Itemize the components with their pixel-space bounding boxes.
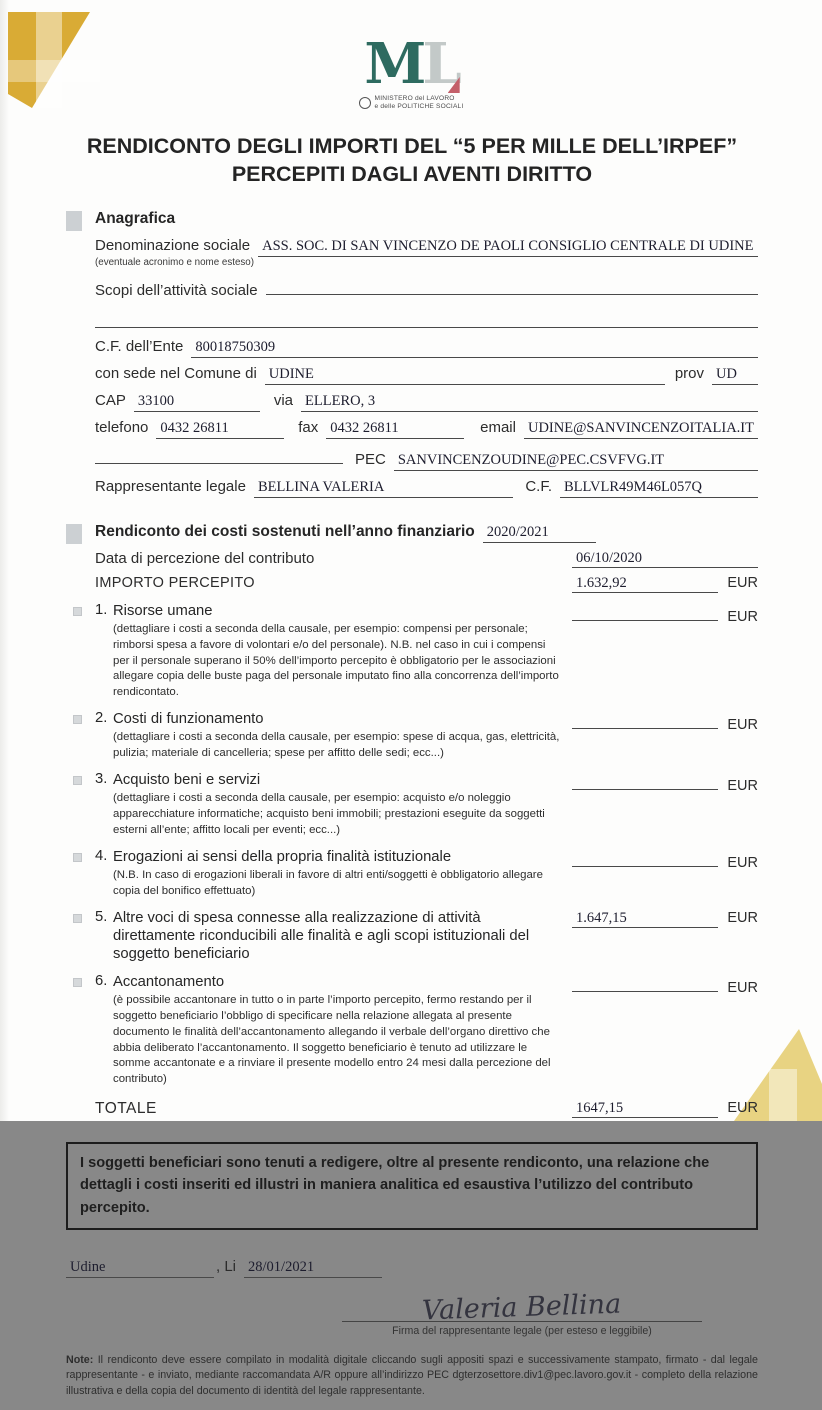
cf-rappresentante-label: C.F.: [525, 477, 552, 495]
form-title: [66, 132, 758, 189]
currency-label: EUR: [727, 979, 758, 996]
item-title: Risorse umane: [113, 602, 213, 619]
section-rendiconto-header: [66, 523, 758, 544]
expense-item-1: [95, 602, 758, 701]
corner-decoration-top-left: [8, 12, 100, 108]
fax-field: 0432 26811: [326, 420, 464, 439]
rappresentante-field: BELLINA VALERIA: [254, 479, 513, 498]
email-field-line2: [95, 446, 343, 464]
form-title-line2: PERCEPITI DAGLI AVENTI DIRITTO: [231, 162, 593, 187]
scopi-field: [266, 277, 758, 295]
cf-ente-field: 80018750309: [191, 339, 758, 358]
form-title-line1: RENDICONTO DEGLI IMPORTI DEL “5 PER MILLE DELL’IRPEF”: [86, 134, 738, 158]
form-field-marker-icon: [73, 978, 82, 987]
email-field: UDINE@SANVINCENZOITALIA.IT: [524, 420, 758, 439]
rappresentante-label: Rappresentante legale: [95, 477, 246, 495]
ministry-name-line2: e delle POLITICHE SOCIALI: [374, 103, 464, 111]
importo-percepito-field: 1.632,92: [572, 575, 718, 593]
item-title: Acquisto beni e servizi: [113, 771, 261, 788]
ministry-logo: [326, 31, 496, 111]
item-title: Costi di funzionamento: [113, 710, 264, 727]
denominazione-label: Denominazione sociale: [95, 236, 251, 254]
data-percezione-field: 06/10/2020: [572, 550, 758, 568]
item-description: (N.B. In caso di erogazioni liberali in favore di altri enti/soggetti è obbligatorio allegare copia del bonifico effettuato): [113, 869, 543, 897]
denominazione-field: ASS. SOC. DI SAN VINCENZO DE PAOLI CONSIGLIO CENTRALE DI UDINE: [258, 238, 758, 257]
form-field-marker-icon: [73, 607, 82, 616]
expense-item-3: [95, 771, 758, 839]
item-1-amount-field: [572, 603, 718, 621]
item-number: 4.: [95, 847, 108, 864]
item-number: 6.: [95, 972, 108, 989]
anno-finanziario-field: 2020/2021: [483, 524, 596, 543]
beneficiary-notice-box: I soggetti beneficiari sono tenuti a redigere, oltre al presente rendiconto, una relazione che dettagli i costi inseriti ed illustri in maniera analitica ed esaustiva l’utilizzo del contributo percepito.: [66, 1142, 758, 1230]
ministry-name-line1: MINISTERO del LAVORO: [374, 95, 455, 102]
form-field-marker-icon: [73, 715, 82, 724]
currency-label: EUR: [727, 909, 758, 926]
scopi-label: Scopi dell’attività sociale: [95, 281, 258, 299]
item-description: (dettagliare i costi a seconda della causale, per esempio: acquisto e/o noleggio apparecchiature informatiche; acquisto beni immobili; prestazioni eseguite da soggetti esterni all’ente; affitto locali per eventi; ecc...): [113, 792, 545, 836]
item-6-amount-field: [572, 974, 718, 992]
expense-item-2: [95, 710, 758, 762]
signature-caption: Firma del rappresentante legale (per esteso e leggibile): [392, 1324, 652, 1337]
currency-label: EUR: [727, 608, 758, 625]
currency-label: EUR: [727, 854, 758, 871]
item-4-amount-field: [572, 849, 718, 867]
via-label: via: [273, 391, 294, 409]
data-percezione-label: Data di percezione del contributo: [95, 549, 315, 567]
anagrafica-heading: Anagrafica: [95, 209, 176, 227]
pec-field: SANVINCENZOUDINE@PEC.CSVFVG.IT: [394, 452, 758, 471]
item-number: 2.: [95, 709, 108, 726]
expense-item-5: [95, 909, 758, 964]
note-text: Il rendiconto deve essere compilato in modalità digitale cliccando sugli appositi spazi e successivamente stampato, firmato - dal legale rappresentante - e inviato, mediante raccomandata A/R oppure all’indirizzo PEC dgterzosettore.div1@pec.lavoro.gov.it - completo della relazione illustrativa e della copia del documento di identità del legale rappresentante.: [66, 1353, 758, 1397]
cap-label: CAP: [95, 391, 126, 409]
email-label: email: [480, 418, 516, 436]
place-field: Udine: [66, 1259, 214, 1278]
comune-label: con sede nel Comune di: [95, 364, 257, 382]
telefono-field: 0432 26811: [156, 420, 284, 439]
item-title: Altre voci di spesa connesse alla realizzazione di attività direttamente riconducibili alle finalità e agli scopi istituzionali del soggetto beneficiario: [113, 909, 530, 963]
form-field-marker-icon: [73, 776, 82, 785]
cf-ente-label: C.F. dell’Ente: [95, 337, 184, 355]
item-2-amount-field: [572, 711, 718, 729]
expense-item-4: [95, 848, 758, 900]
expense-item-6: [95, 973, 758, 1088]
prov-field: UD: [712, 366, 758, 385]
rendiconto-heading: Rendiconto dei costi sostenuti nell’anno finanziario: [95, 522, 475, 540]
date-field: 28/01/2021: [244, 1259, 382, 1278]
footer-note: [66, 1353, 758, 1400]
comune-field: UDINE: [265, 366, 665, 385]
item-number: 5.: [95, 908, 108, 925]
totale-label: TOTALE: [95, 1099, 157, 1117]
item-number: 1.: [95, 601, 108, 618]
currency-label: EUR: [727, 777, 758, 794]
item-description: (dettagliare i costi a seconda della causale, per esempio: compensi per personale; rimborsi spesa a favore di volontari e/o del personale). N.B. nel caso in cui i compensi per il personale superano il 50% dell’importo percepito è obbligatorio per le associazioni allegare copia delle buste paga del personale imputato fino alla concorrenza dell’importo rendicontato.: [113, 623, 559, 699]
denominazione-hint: (eventuale acronimo e nome esteso): [95, 256, 255, 268]
section-marker-icon: [66, 211, 82, 231]
cf-rappresentante-field: BLLVLR49M46L057Q: [560, 479, 758, 498]
currency-label: EUR: [727, 1099, 758, 1116]
section-marker-icon: [66, 524, 82, 544]
republic-emblem-icon: [359, 97, 371, 109]
form-field-marker-icon: [73, 914, 82, 923]
scopi-field-line2: [95, 308, 758, 328]
handwritten-signature: Valeria Bellina: [421, 1288, 623, 1327]
section-anagrafica-header: [66, 210, 758, 231]
telefono-label: telefono: [95, 418, 149, 436]
totale-field: 1647,15: [572, 1100, 718, 1118]
importo-percepito-label: IMPORTO PERCEPITO: [95, 574, 255, 591]
fax-label: fax: [298, 418, 319, 436]
item-title: Erogazioni ai sensi della propria finalità istituzionale: [113, 848, 452, 865]
currency-label: EUR: [727, 574, 758, 591]
signature-block: [342, 1288, 702, 1337]
item-number: 3.: [95, 770, 108, 787]
item-title: Accantonamento: [113, 973, 225, 990]
note-label: Note:: [66, 1353, 94, 1366]
item-3-amount-field: [572, 772, 718, 790]
ministry-monogram-icon: ML: [364, 31, 458, 97]
item-description: (è possibile accantonare in tutto o in parte l’importo percepito, fermo restando per il soggetto beneficiario l’obbligo di specificare nella relazione allegata al presente documento le finalità dell’accantonamento allegando il verbale dell’organo direttivo che abbia deliberato l’accantonamento. Il soggetto beneficiario è tenuto ad utilizzare le somme accantonate e a rinviare il presente modello entro 24 mesi dalla percezione del contributo): [113, 994, 551, 1086]
item-description: (dettagliare i costi a seconda della causale, per esempio: spese di acqua, gas, elettricità, pulizia; materiale di cancelleria; spese per affitto delle sedi; ecc...): [113, 731, 560, 760]
currency-label: EUR: [727, 716, 758, 733]
cap-field: 33100: [134, 393, 260, 412]
form-field-marker-icon: [73, 853, 82, 862]
prov-label: prov: [674, 364, 704, 382]
via-field: ELLERO, 3: [301, 393, 758, 412]
li-label: , Li: [216, 1257, 237, 1275]
item-5-amount-field: 1.647,15: [572, 910, 718, 928]
pec-label: PEC: [355, 450, 386, 468]
